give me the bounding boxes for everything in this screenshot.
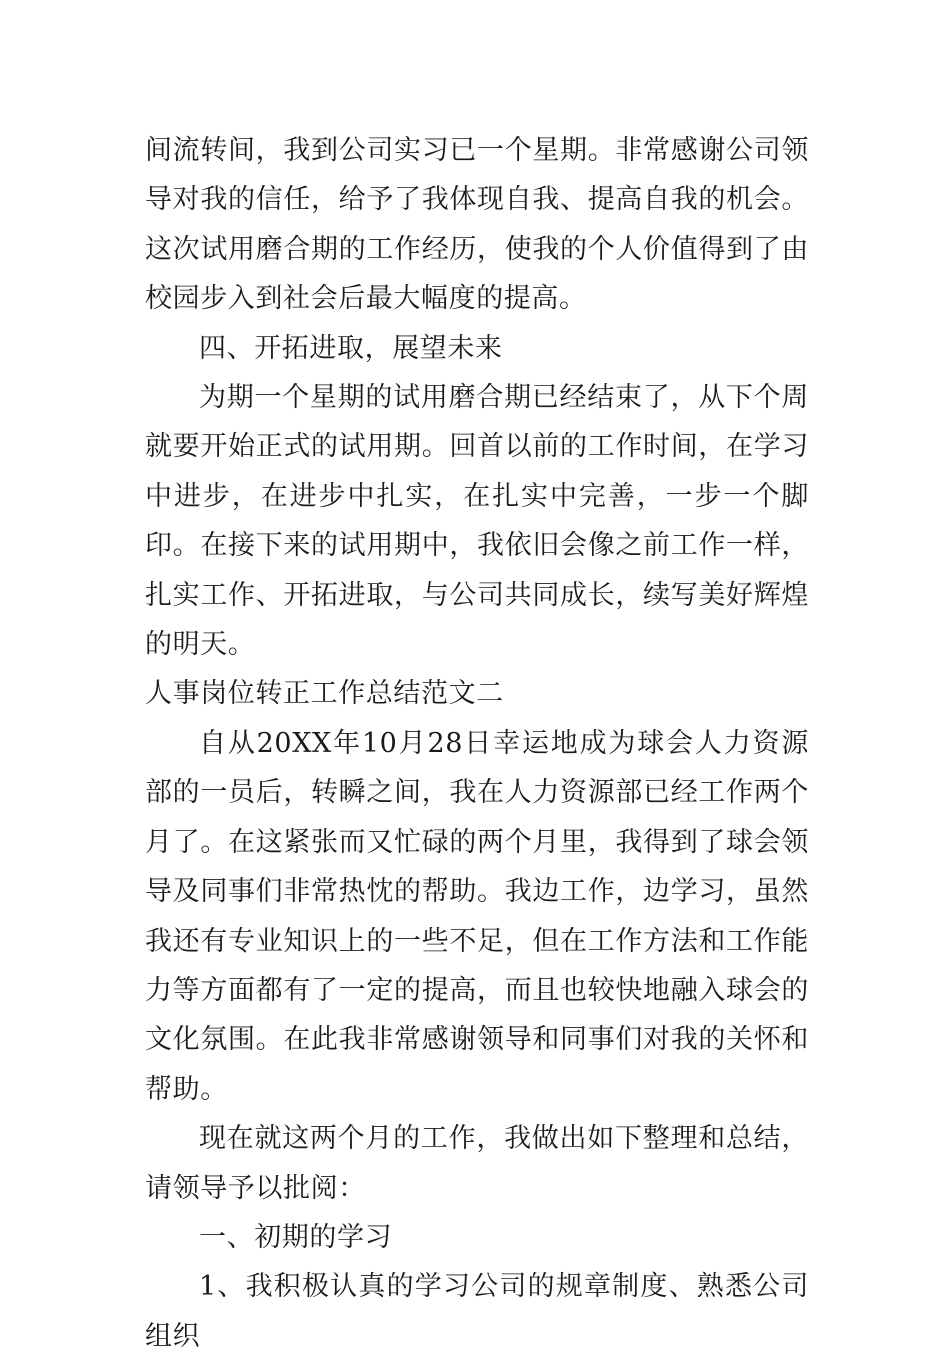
paragraph-introduction-two: 自从20XX年10月28日幸运地成为球会人力资源部的一员后，转瞬之间，我在人力资源部已经工作两个月了。在这紧张而又忙碌的两个月里，我得到了球会领导及同事们非常热忱的帮助。我边工作，边学习，虽然我还有专业知识上的一些不足，但在工作方法和工作能力等方面都有了一定的提高，而且也较快地融入球会的文化氛围。在此我非常感谢领导和同事们对我的关怀和帮助。 xyxy=(145,727,809,1105)
document-body xyxy=(145,126,809,1361)
section-heading-one: 一、初期的学习 xyxy=(199,1221,393,1253)
list-item-one: 1、我积极认真的学习公司的规章制度、熟悉公司组织 xyxy=(145,1271,809,1352)
paragraph-outlook: 为期一个星期的试用磨合期已经结束了，从下个周就要开始正式的试用期。回首以前的工作时间，在学习中进步，在进步中扎实，在扎实中完善，一步一个脚印。在接下来的试用期中，我依旧会像之前工作一样，扎实工作、开拓进取，与公司共同成长，续写美好辉煌的明天。 xyxy=(145,382,809,661)
document-title-two: 人事岗位转正工作总结范文二 xyxy=(145,678,504,710)
paragraph-intro-continued: 间流转间，我到公司实习已一个星期。非常感谢公司领导对我的信任，给予了我体现自我、提高自我的机会。这次试用磨合期的工作经历，使我的个人价值得到了由校园步入到社会后最大幅度的提高。 xyxy=(145,135,809,315)
section-heading-four: 四、开拓进取，展望未来 xyxy=(199,332,503,364)
paragraph-summary-intro: 现在就这两个月的工作，我做出如下整理和总结，请领导予以批阅： xyxy=(145,1123,809,1204)
